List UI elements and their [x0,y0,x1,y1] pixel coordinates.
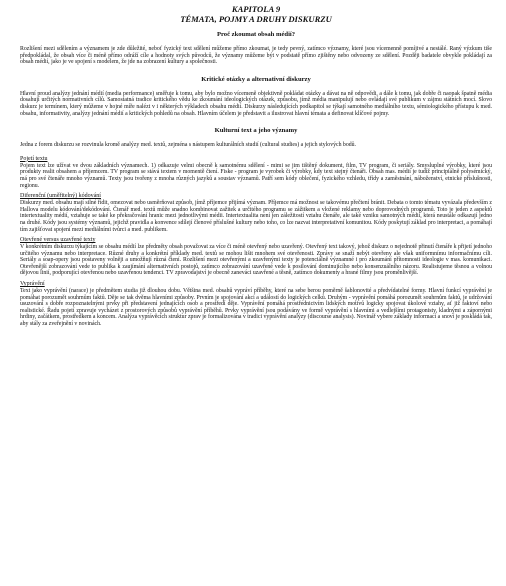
paragraph-cultural-text: Jedna z forem diskurzu se rozvinula kromě analýzy med. textů, zejména s nástupem kulturálních studií (cultural studies) a jejich stylových bodů. [20,142,356,149]
paragraph-text-concept: Pojem text lze užívat ve dvou základních významech. 1) odkazuje velmi obecně k samotnému sdělení - mimi se jim tištěný dokument, film, TV program, či seriály. Smysluplné výrobky, které jsou produkty realit obsahem a příjemcem. TV program se stává textem v momentě čtení. Fiske - program je vyrobek či výrobky, kdy text stejný čtenáři. Obsah mas. médií je tudíž principiálně polysémický, má pro své čtenáře mnoho významů. Texty jsou tvořeny z mnoha různých jazyků a soustav významů. Patří sem kódy oblečení, fyzického vzhledu, třídy a zaměstnání, náboženství, etnické příslušnosti, regionu. [20,162,492,189]
paragraph-critical-questions: Hlavní proud analýzy jednání médií (media performance) směřuje k tomu, aby bylo možno vícemeně objektivně pokládat otázky a dávat na ně odpovědi, a dále k tomu, jak dobře či naopak špatně média dosahují určitých normativních cílů. Samostatná tradice kritického vědu ke zkoumání ideologických otázek, způsobu, jímž média manipulují nebo ovládají své publikum v zájmu státních mocí. Slovo diskurz je termínem, který můžeme v hojné míře nalézt v i některých výkladech obsahu médií. Diskurzy následujících podkapitol se týkají samotného mediálního textu, sémiologického přístupu k med. obsahu, informativity, analýzy jednání médií a kritických pohledů na obsah. Hlavním účelem je představit a ilustrovat hlavní témata a definovat klíčové pojmy. [20,90,492,117]
chapter-title: TÉMATA, POJMY A DRUHY DISKURZU [180,14,332,24]
section-heading-cultural-text: Kulturní text a jeho významy [214,127,298,135]
section-heading-differential-coding: Diferenční (uměřitelný) kódování [20,193,101,200]
section-heading-narrative: Vyprávění [20,281,45,288]
paragraph-differential-coding: Diskurzy med. obsahu mají silné řídit, omezovat nebo usměrňovat způsob, jímž příjemce přijímá význam. Příjemce má možnost se takovému přečtení bránit. Debata o tomto tématu vyvázala především z Hallova modelu kódování/dekódování. Čtenář med. textů může snadno kombinovat zažitek a určitého programu se zážitkem a vložené reklamy nebo doprovodných programů. Toto je jeden z aspektů intertextuality médií, vztahuje se také ke překračování hranic mezi jednotlivými médii. Intertextualita není jen záležitostí vztahu čtenáře, ale také vzniku samotných médií, která neustále odkazují jedno na druhé. Kódy jsou systémy významů, jejichž pravidla a konvence sdílejí členové příslušné kultury nebo toho, co lze nazvat interpretativní komunitou. Kódy poskytují základ pro interpretaci, a pomáhají tím zajišťovat spojení mezi mediálními tvůrci a med. publikem. [20,200,492,233]
section-heading-open-closed: Otevřené versus uzavřené texty [20,237,96,244]
paragraph-narrative: Text jako vyprávění (narace) je předmětem studia již dlouhou dobu. Většina med. obsahů vypráví příběhy, které na sebe berou poměrně šablonovité a předvídatelné formy. Hlavní funkcí vyprávění je pomáhat porozumět souhrnům faktů. Děje se tak dvěma hlavními způsoby. Prvním je spojování akcí a událostí do logických celků. Druhým - vyprávění pomáhá porozumět souhrnům faktů, je udržování usuzování s dobře rozpoznatelnými prvky při představení jednajících osob a prostředí děje. Vyprávění pomáhá prostřednictvím lidských motivů logicky spojovat úkolové vztahy, ať již faktoví nebo realistické. Řadu pojetí zpravuje vycházet z prostorových způsobů vyprávění příběhů. Prvky vyprávění jsou podávány ve formě vyprávění s hlavními a vedlejšími protagonisty, kladnými a zápornými hrdiny, začátkem, prostředkem a koncem. Analýza vyprávěcích struktur zprav je formalizována v tradici vyprávění analýzy (discourse analysis). Novinář vybere základy informací a snoví je poskládá tak, aby stály za zveřejnění v novinách. [20,288,492,328]
paragraph-open-closed: V konkrétním diskurzu týkajícím se obsahu médií lze předměty obsah považovat za více či méně otevřený nebo uzavřený. Otevřený text takový, jehož diskurz o nejednotě přinutí čtenáře k přijetí jednoho určitého významu nebo interpretace. Různé druhy a konkrétní příklady med. textů se mohou lišit mnohem své otevřenosti. Zprávy se snaží nebýt otevřeny ale však uniformnímu informačnímu cíli. Seriály a soap-opery jsou postaveny volněji a umožňují různá čtení. Rozlišení mezi otevřenými a uzavřenými texty je potenciálně významné i pro zkoumání přítomnosti ideologie v mas. komunikaci. Otevřenější zobrazování vede to publika k zaujímání alternativních postojů, zatímco zobrazování uzavřené vede k posilování dominujícího nebo konsenzuálního názoru. Realistujeme těsnou a volnou dějovou linií, podporující otevřenou nebo uzavřenou tendenci. TV zpravodajství je obecně zaneváci uzavřené a těsně, zatímco dokumenty a hrané filmy jsou proměnlivější. [20,244,492,277]
chapter-number: KAPITOLA 9 [231,4,281,14]
section-heading-critical-questions: Kritické otázky a alternativní diskurzy [201,75,311,83]
paragraph-why-study: Rozlišení mezi sdělením a významem je zde důležité, neboť fyzický text sdělení můžeme přímo zkoumat, je tedy pevný, zatímco významy, které jsou vícemenně pomíjivé a nestálé. Raný výzkum tiše předpokládal, že obsah více či méně přímo odráží cíle a hodnoty svých původců, že významy můžeme být v podstatě přímo zjištěny nebo odvozeny ze sdělení. Později badatele obvykle pokládají za obsah médií, jako je ve spojení s modelem, že jde na zobrazení kultury a společnosti. [20,46,492,66]
section-heading-why-study: Proč zkoumat obsah médií? [216,31,296,38]
section-heading-text-concept: Pojetí textu [20,155,48,162]
